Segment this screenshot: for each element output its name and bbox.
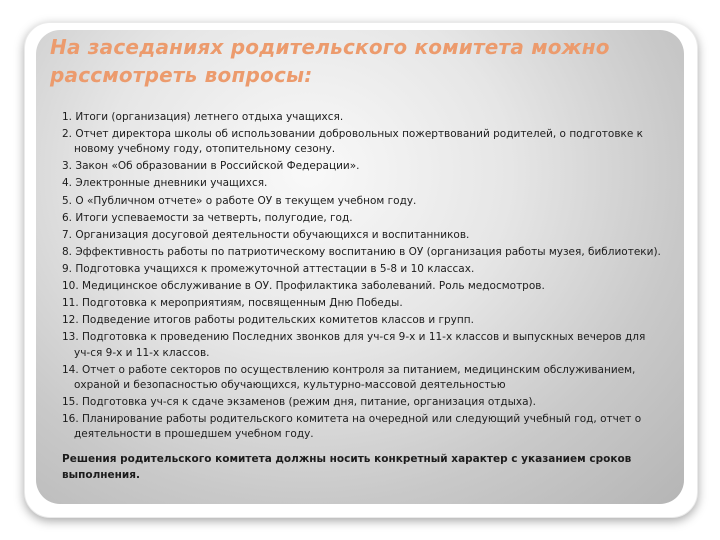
agenda-item-13: 13. Подготовка к проведению Последних звонков для уч-ся 9-х и 11-х классов и выпускных вечеров для уч-ся 9-х и 11-х классов. [62,331,646,359]
agenda-item-14: 14. Отчет о работе секторов по осуществлению контроля за питанием, медицинским обслуживанием, охраной и безопасностью обучающихся, культурно-массовой деятельностью [62,363,636,391]
slide-title: На заседаниях родительского комитета можно рассмотреть вопросы: [50,35,610,87]
agenda-item-10: 10. Медицинское обслуживание в ОУ. Профилактика заболеваний. Роль медосмотров. [62,280,545,293]
agenda-item-12: 12. Подведение итогов работы родительских комитетов классов и групп. [62,314,474,327]
agenda-item-8: 8. Эффективность работы по патриотическому воспитанию в ОУ (организация работы музея, библиотеки). [62,245,661,258]
agenda-item-16: 16. Планирование работы родительского комитета на очередной или следующий учебный год, отчет о деятельности в прошедшем учебном году. [62,413,642,441]
agenda-item-6: 6. Итоги успеваемости за четверть, полугодие, год. [62,211,353,224]
agenda-item-9: 9. Подготовка учащихся к промежуточной аттестации в 5-8 и 10 классах. [62,262,475,275]
agenda-item-7: 7. Организация досуговой деятельности обучающихся и воспитанников. [62,228,470,241]
agenda-item-15: 15. Подготовка уч-ся к сдаче экзаменов (режим дня, питание, организация отдыха). [62,395,536,408]
agenda-item-3: 3. Закон «Об образовании в Российской Федерации». [62,160,360,173]
agenda-item-11: 11. Подготовка к мероприятиям, посвященным Дню Победы. [62,297,403,310]
slide-content [62,110,662,483]
conclusion-text: Решения родительского комитета должны носить конкретный характер с указанием сроков выполнения. [62,453,632,481]
agenda-item-2: 2. Отчет директора школы об использовании добровольных пожертвований родителей, о подготовке к новому учебному году, отопительному сезону. [62,128,644,156]
agenda-item-4: 4. Электронные дневники учащихся. [62,177,268,190]
agenda-item-5: 5. О «Публичном отчете» о работе ОУ в текущем учебном году. [62,194,417,207]
agenda-item-1: 1. Итоги (организация) летнего отдыха учащихся. [62,111,344,123]
